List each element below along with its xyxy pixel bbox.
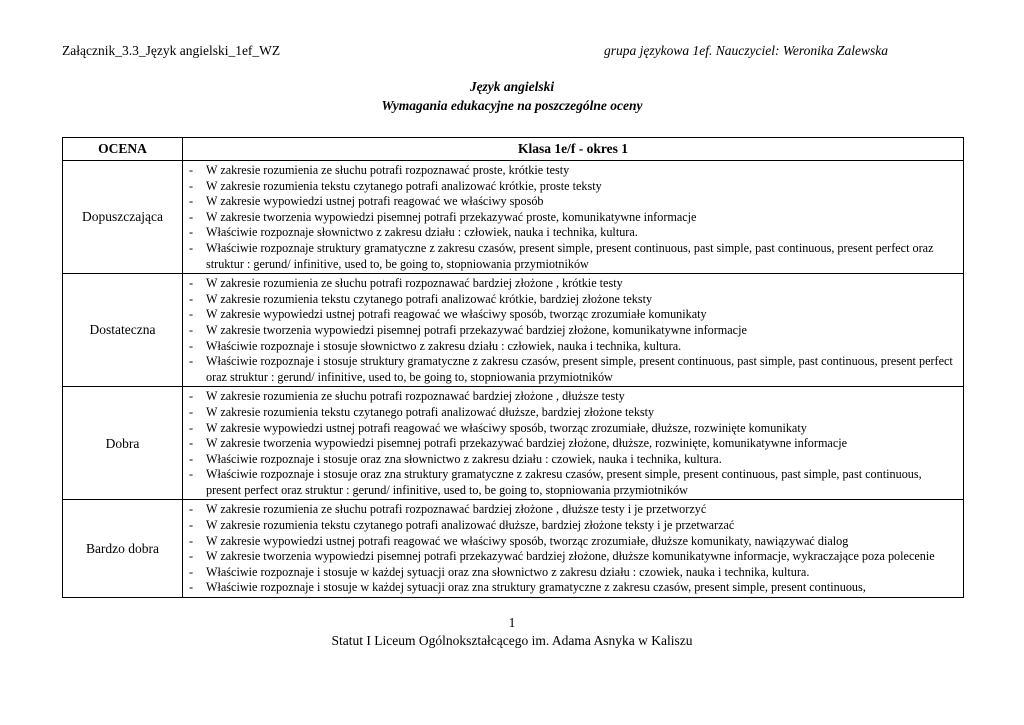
document-title: Język angielski [469,79,555,94]
grade-cell: Dobra [63,387,183,500]
requirements-cell [183,274,964,387]
requirement-item: - Właściwie rozpoznaje i stosuje struktury gramatyczne z zakresu czasów, present simple, present continuous, past simple, past continuous, present perfect oraz struktur : gerund/ infinitive, used to, be going to, stopniowania przymiotników [189,354,959,385]
page-footer: Statut I Liceum Ogólnokształcącego im. Adama Asnyka w Kaliszu [331,633,693,648]
requirements-list [189,502,959,596]
requirements-list [189,163,959,272]
requirement-item: - Właściwie rozpoznaje i stosuje słownictwo z zakresu działu : człowiek, nauka i technika, kultura. [189,339,959,355]
requirement-item: - W zakresie wypowiedzi ustnej potrafi reagować we właściwy sposób, tworząc zrozumiałe komunikaty [189,307,959,323]
requirement-item: - W zakresie tworzenia wypowiedzi pisemnej potrafi przekazywać bardziej złożone, dłuższe komunikatywne informacje, wykraczające poza polecenie [189,549,959,565]
document-subtitle: Wymagania edukacyjne na poszczególne oceny [381,98,643,113]
requirements-cell [183,500,964,598]
requirement-item: - W zakresie tworzenia wypowiedzi pisemnej potrafi przekazywać bardziej złożone, dłuższe, rozwinięte, komunikatywne informacje [189,436,959,452]
column-header-grade: OCENA [63,138,183,161]
header-right: grupa językowa 1ef. Nauczyciel: Weronika Zalewska [604,43,888,58]
grade-cell: Dopuszczająca [63,161,183,274]
requirement-item: - W zakresie wypowiedzi ustnej potrafi reagować we właściwy sposób, tworząc zrozumiałe, dłuższe komunikaty, nawiązywać dialog [189,534,959,550]
requirement-item: - W zakresie tworzenia wypowiedzi pisemnej potrafi przekazywać proste, komunikatywne informacje [189,210,959,226]
requirements-list [189,276,959,385]
requirement-item: - W zakresie rozumienia tekstu czytanego potrafi analizować dłuższe, bardziej złożone teksty i je przetwarzać [189,518,959,534]
requirement-item: - W zakresie tworzenia wypowiedzi pisemnej potrafi przekazywać bardziej złożone, komunikatywne informacje [189,323,959,339]
requirement-item: - W zakresie rozumienia ze słuchu potrafi rozpoznawać bardziej złożone , dłuższe testy [189,389,959,405]
requirement-item: - W zakresie rozumienia ze słuchu potrafi rozpoznawać bardziej złożone , dłuższe testy i je przetworzyć [189,502,959,518]
table-header-row [63,138,964,161]
requirement-item: - Właściwie rozpoznaje słownictwo z zakresu działu : człowiek, nauka i technika, kultura. [189,225,959,241]
page-number: 1 [508,615,516,630]
requirements-table [62,137,964,598]
requirements-cell [183,161,964,274]
requirement-item: - Właściwie rozpoznaje struktury gramatyczne z zakresu czasów, present simple, present continuous, past simple, past continuous, present perfect oraz struktur : gerund/ infinitive, used to, be going to, stopniowania przymiotników [189,241,959,272]
requirement-item: - W zakresie rozumienia tekstu czytanego potrafi analizować krótkie, proste teksty [189,179,959,195]
table-row [63,500,964,598]
requirement-item: - W zakresie rozumienia tekstu czytanego potrafi analizować dłuższe, bardziej złożone teksty [189,405,959,421]
requirement-item: - W zakresie rozumienia ze słuchu potrafi rozpoznawać bardziej złożone , krótkie testy [189,276,959,292]
grade-cell: Bardzo dobra [63,500,183,598]
requirement-item: - W zakresie wypowiedzi ustnej potrafi reagować we właściwy sposób, tworząc zrozumiałe, dłuższe, rozwinięte komunikaty [189,421,959,437]
requirement-item: - Właściwie rozpoznaje i stosuje oraz zna słownictwo z zakresu działu : czowiek, nauka i technika, kultura. [189,452,959,468]
requirements-list [189,389,959,498]
column-header-class: Klasa 1e/f - okres 1 [183,138,964,161]
table-row [63,161,964,274]
requirement-item: - Właściwie rozpoznaje i stosuje w każdej sytuacji oraz zna struktury gramatyczne z zakresu czasów, present simple, present continuous, [189,580,959,596]
requirements-cell [183,387,964,500]
requirement-item: - W zakresie rozumienia ze słuchu potrafi rozpoznawać proste, krótkie testy [189,163,959,179]
requirement-item: - W zakresie rozumienia tekstu czytanego potrafi analizować krótkie, bardziej złożone teksty [189,292,959,308]
table-row [63,274,964,387]
header-left: Załącznik_3.3_Język angielski_1ef_WZ [62,43,281,58]
requirement-item: - Właściwie rozpoznaje i stosuje oraz zna struktury gramatyczne z zakresu czasów, present simple, present continuous, past simple, past continuous, present perfect oraz struktur : gerund/ infinitive, used to, be going to, stopniowania przymiotników [189,467,959,498]
table-row [63,387,964,500]
requirement-item: - W zakresie wypowiedzi ustnej potrafi reagować we właściwy sposób [189,194,959,210]
requirement-item: - Właściwie rozpoznaje i stosuje w każdej sytuacji oraz zna słownictwo z zakresu działu : czowiek, nauka i technika, kultura. [189,565,959,581]
grade-cell: Dostateczna [63,274,183,387]
